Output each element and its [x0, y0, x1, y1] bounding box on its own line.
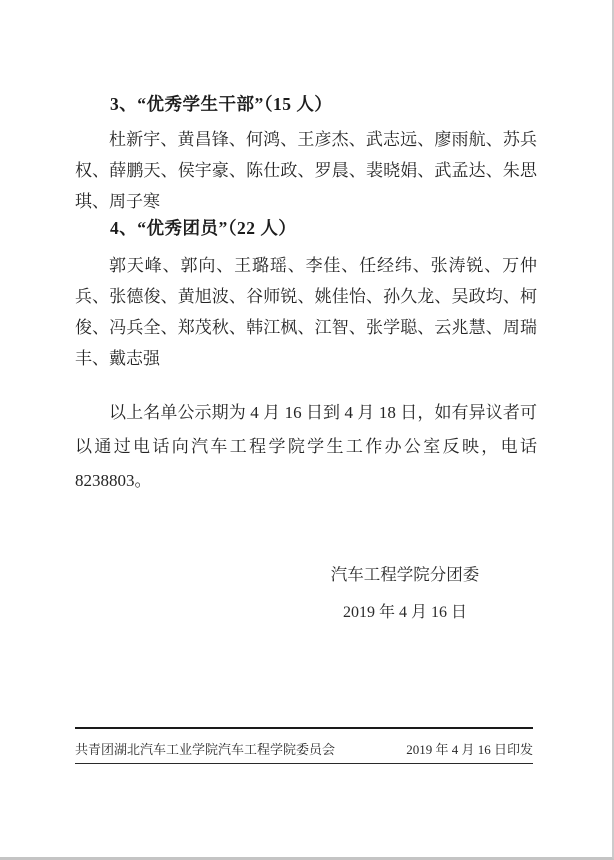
- footer-divider: [75, 727, 533, 729]
- signature-date: 2019 年 4 月 16 日: [342, 604, 467, 621]
- footer-issuer: 共青团湖北汽车工业学院汽车工程学院委员会: [75, 742, 336, 757]
- section-3-heading: 3、“优秀学生干部”（15 人）: [110, 94, 333, 114]
- section-3-names-list: 杜新宇、黄昌锋、何鸿、王彦杰、武志远、廖雨航、苏兵权、薛鹏天、侯宇豪、陈仕政、罗晨、裴晓娟、武孟达、朱思琪、周子寒: [75, 130, 537, 211]
- section-4-heading: 4、“优秀团员”（22 人）: [110, 218, 297, 238]
- footer-print-date: 2019 年 4 月 16 日印发: [406, 742, 533, 757]
- footer-row: [75, 741, 533, 764]
- section-4-names-list: 郭天峰、郭向、王璐瑶、李佳、任经纬、张涛锐、万仲兵、张德俊、黄旭波、谷师锐、姚佳怡、孙久龙、吴政均、柯俊、冯兵全、郑茂秋、韩江枫、江智、张学聪、云兆慧、周瑞丰、戴志强: [75, 256, 537, 368]
- public-notice-paragraph: 以上名单公示期为 4 月 16 日到 4 月 18 日，如有异议者可以通过电话向汽车工程学院学生工作办公室反映，电话 8238803。: [75, 403, 537, 490]
- signature-organization: 汽车工程学院分团委: [330, 565, 480, 584]
- signature-block: [305, 565, 505, 623]
